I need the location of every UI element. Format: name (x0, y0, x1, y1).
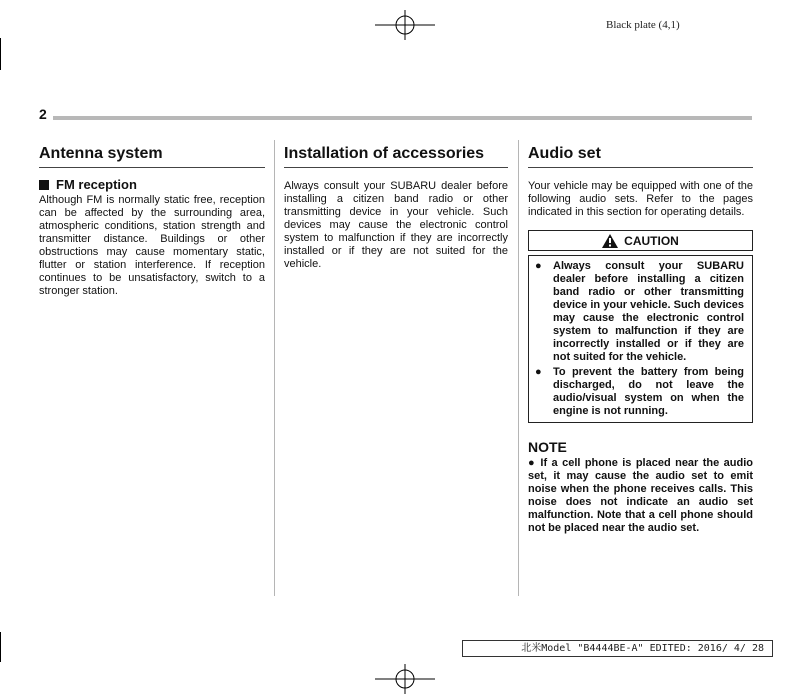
warning-triangle-icon (602, 234, 618, 248)
note-text: ● If a cell phone is placed near the audio set, it may cause the audio set to emit noise when the phone receives calls. This noise does not indicate an audio set malfunction. Note that a cell phone should not be placed near the audio set. (528, 457, 753, 534)
installation-column (284, 144, 508, 271)
column-divider (274, 140, 275, 596)
caution-item-text: Always consult your SUBARU dealer before installing a citizen band radio or other transmitting device in your vehicle. Such devices may cause the electronic control system to malfunction if they are incorrectly installed or if they are not suited for the vehicle. (553, 260, 744, 363)
subheading-text: FM reception (56, 177, 137, 192)
caution-header (528, 230, 753, 251)
plate-label: Black plate (4,1) (606, 19, 680, 31)
caution-item (535, 260, 744, 364)
body-text: Although FM is normally static free, reception can be affected by the surrounding area, atmospheric conditions, station strength and transmitter distance. Buildings or other obstructions may cause momentary static, flutter or station interference. If reception continues to be unsatisfactory, switch to a stronger station. (39, 194, 265, 297)
audio-set-column (528, 144, 753, 535)
registration-mark-icon (375, 10, 435, 40)
section-title: Installation of accessories (284, 144, 508, 168)
subheading (39, 177, 265, 193)
bullet: ● (535, 366, 542, 378)
crop-mark-bottom-left (0, 632, 1, 662)
body-text: Always consult your SUBARU dealer before installing a citizen band radio or other transmitting device in your vehicle. Such devices may cause the electronic control system to malfunction if they are incorrectly installed or if they are not suited for the vehicle. (284, 180, 508, 270)
page-number: 2 (39, 106, 47, 122)
caution-label: CAUTION (624, 233, 679, 248)
antenna-system-column (39, 144, 265, 298)
caution-item-text: To prevent the battery from being discharged, do not leave the audio/visual system on when the engine is not running. (553, 366, 744, 417)
body-text: Your vehicle may be equipped with one of the following audio sets. Refer to the pages indicated in this section for operating details. (528, 180, 753, 218)
note-title: NOTE (528, 439, 567, 455)
bullet: ● (535, 260, 542, 272)
black-square-icon (39, 180, 49, 190)
caution-box (528, 255, 753, 423)
footer-edition-label: 北米Model "B4444BE-A" EDITED: 2016/ 4/ 28 (462, 640, 773, 657)
header-rule (53, 116, 752, 120)
crop-mark-top-left (0, 38, 1, 70)
caution-item (535, 366, 744, 418)
section-title: Antenna system (39, 144, 265, 168)
registration-mark-icon (375, 664, 435, 694)
section-title: Audio set (528, 144, 753, 168)
column-divider (518, 140, 519, 596)
